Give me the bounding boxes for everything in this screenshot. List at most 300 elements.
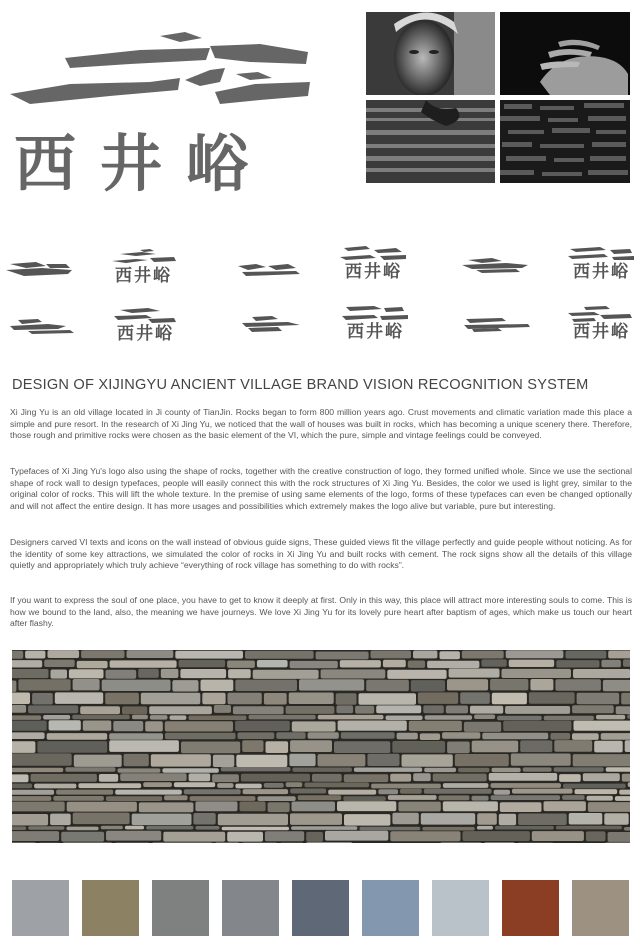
wall-stone: [562, 795, 585, 800]
wall-stone: [378, 789, 398, 794]
wall-stone: [180, 669, 226, 678]
wall-stone: [306, 832, 323, 842]
article-paragraph: Xi Jing Yu is an old village located in Ji county of TianJin. Rocks began to form 800 million years ago. Crust movements and climatic variation made this place a simple and pure resort. In the research of Xi Jing Yu, we noticed that the wall of houses was built in rocks, which has becoming a unique scenery there. Therefore, those rough and primitive rocks were chosen as the basic element of the VI, which the pure, simple and vintage feelings could be conveyed.: [10, 407, 632, 440]
wall-stone: [460, 692, 490, 704]
wall-stone: [474, 715, 495, 720]
wall-stone: [390, 774, 411, 782]
wall-stone: [201, 680, 234, 691]
wall-stone: [608, 832, 630, 842]
wall-stone: [447, 742, 470, 754]
wall-stone: [569, 813, 603, 825]
wall-stone: [502, 669, 572, 678]
wall-stone: [532, 831, 584, 841]
wall-stone: [550, 733, 570, 740]
wall-stone: [554, 740, 592, 752]
wall-stone: [387, 670, 446, 679]
wall-stone: [586, 831, 606, 841]
wall-stone: [544, 801, 586, 811]
wall-stone: [43, 715, 70, 720]
wall-stone: [188, 716, 246, 721]
wall-stone: [529, 692, 575, 704]
wall-stone: [83, 721, 112, 731]
wall-stone: [343, 796, 386, 801]
wall-stone: [619, 790, 630, 795]
wall-stone: [190, 796, 256, 801]
wall-stone: [484, 842, 515, 843]
wall-stone: [172, 680, 198, 691]
wall-stone: [212, 774, 239, 782]
wall-stone: [490, 679, 528, 690]
wall-stone: [390, 831, 460, 841]
wall-stone: [276, 732, 305, 739]
logo-chinese-name: 西井峪: [14, 127, 273, 200]
wall-stone: [50, 814, 71, 826]
wall-stone: [143, 782, 172, 787]
wall-stone: [530, 679, 553, 690]
wall-stone: [69, 669, 104, 678]
wall-stone: [65, 767, 115, 771]
color-swatch: [82, 868, 139, 936]
wall-stone: [110, 660, 177, 667]
wall-stone: [290, 661, 338, 668]
wall-stone: [409, 721, 462, 731]
wall-stone: [622, 774, 630, 782]
wall-stone: [67, 802, 137, 812]
wall-stone: [202, 693, 225, 705]
wall-stone: [77, 661, 108, 668]
wall-stone: [221, 767, 291, 771]
wall-stone: [72, 715, 130, 720]
wall-stone: [264, 783, 284, 788]
wall-stone: [292, 768, 352, 772]
wall-stone: [227, 832, 263, 842]
wall-stone: [371, 651, 412, 659]
wall-stone: [492, 693, 527, 705]
wall-stone: [318, 715, 384, 720]
wall-stone: [292, 721, 336, 731]
color-swatch: [502, 868, 559, 936]
wall-stone: [120, 773, 186, 781]
wall-stone: [554, 767, 604, 771]
wall-stone: [316, 652, 369, 660]
wall-stone: [601, 733, 630, 740]
brand-logo: [10, 24, 310, 200]
rock-shape-variant: [462, 254, 537, 274]
wall-stone: [44, 660, 74, 667]
wall-stone: [290, 740, 332, 752]
wall-stone: [151, 754, 211, 766]
logo-rock-shape: [160, 32, 202, 42]
wall-stone: [235, 721, 290, 731]
wall-stone: [289, 754, 315, 766]
wall-stone: [411, 680, 445, 691]
rock-shape-variant: [8, 316, 83, 336]
wall-stone: [623, 659, 630, 666]
wall-stone: [184, 789, 241, 794]
wall-stone: [213, 755, 234, 767]
wall-stone: [458, 768, 489, 772]
wall-stone: [145, 721, 163, 731]
wall-stone: [566, 651, 607, 659]
wall-stone: [218, 814, 288, 826]
wall-stone: [470, 706, 503, 714]
wall-stone: [336, 693, 357, 705]
wall-stone: [312, 774, 342, 782]
article-paragraph: Designers carved VI texts and icons on the wall instead of obvious guide signs, These guided views fit the village perfectly and guide people without noticing. As for the identity of some key attractions, we simulated the color of rocks in Xi Jing Yu and built rocks with cement. The rock signs show all the details of this village quietly and appropriately which truly achieve “everything of rock village has something to do with rocks”.: [10, 537, 632, 570]
wall-stone: [424, 768, 456, 772]
wall-stone: [249, 715, 316, 720]
wall-stone: [174, 782, 215, 787]
wall-stone: [299, 679, 364, 690]
wall-stone: [81, 650, 124, 658]
wall-stone: [559, 774, 581, 782]
wall-stone: [56, 790, 113, 795]
wall-stone: [227, 661, 255, 668]
wall-stone: [304, 783, 369, 788]
wall-stone: [518, 814, 567, 826]
wall-stone: [344, 814, 390, 826]
wall-stone: [298, 795, 342, 800]
photo-weathered-hand: [500, 12, 630, 95]
wall-stone: [355, 706, 374, 714]
logo-rock-shape: [215, 82, 310, 104]
wall-stone: [106, 831, 161, 841]
wall-stone: [413, 651, 437, 659]
wall-stone: [25, 651, 45, 659]
wall-stone: [162, 768, 218, 772]
wall-stone: [150, 715, 168, 720]
wall-stone: [359, 827, 420, 831]
wall-stone: [402, 754, 453, 766]
wall-stone: [109, 733, 163, 740]
wall-stone: [12, 732, 45, 739]
wall-stone: [408, 661, 425, 668]
wall-stone: [18, 679, 70, 690]
wall-stone: [463, 831, 530, 841]
wall-stone: [118, 768, 161, 772]
wall-stone: [596, 715, 625, 720]
wall-stone: [62, 842, 112, 843]
wall-stone: [47, 733, 107, 740]
wall-stone: [491, 783, 562, 788]
wall-stone: [132, 814, 192, 826]
wall-stone: [503, 721, 571, 731]
wall-stone: [574, 721, 631, 731]
wall-stone: [242, 740, 263, 752]
wall-stone: [189, 773, 211, 781]
wall-stone: [37, 741, 107, 753]
wall-stone: [472, 741, 519, 753]
wall-stone: [420, 733, 440, 740]
wall-stone: [366, 680, 409, 691]
wall-stone: [604, 813, 628, 825]
wall-stone: [341, 732, 395, 739]
wall-stone: [421, 813, 475, 825]
wall-stone: [80, 706, 120, 714]
color-swatch: [362, 868, 419, 936]
wall-stone: [161, 669, 179, 678]
wall-stone: [101, 826, 123, 830]
photo-rock-wall-with-plants: [366, 100, 495, 183]
logo-rock-shape: [65, 48, 210, 68]
wall-stone: [74, 755, 122, 767]
wall-stone: [388, 795, 437, 800]
wall-stone: [616, 706, 630, 714]
wall-stone: [606, 767, 630, 771]
wall-stone: [12, 831, 59, 841]
wall-stone: [336, 705, 353, 713]
wall-stone: [337, 801, 396, 811]
wall-stone: [73, 679, 100, 690]
color-swatch: [152, 868, 209, 936]
wall-stone: [12, 715, 41, 720]
wall-stone: [264, 693, 287, 705]
color-swatch: [222, 868, 279, 936]
article-title: DESIGN OF XIJINGYU ANCIENT VILLAGE BRAND VISION RECOGNITION SYSTEM: [12, 377, 589, 393]
variant-chinese-name: 西井峪: [345, 262, 402, 282]
wall-stone: [472, 796, 489, 801]
wall-stone: [12, 753, 72, 765]
wall-stone: [12, 796, 51, 801]
wall-stone: [165, 721, 233, 731]
wall-stone: [286, 706, 335, 714]
wall-stone: [443, 801, 498, 811]
wall-stone: [523, 767, 552, 771]
wall-stone: [106, 670, 137, 679]
wall-stone: [193, 813, 215, 825]
wall-stone: [575, 789, 618, 794]
wall-stone: [106, 796, 162, 801]
wall-stone: [594, 741, 623, 753]
wall-stone: [446, 706, 468, 714]
wall-stone: [290, 813, 342, 825]
wall-stone: [109, 740, 179, 752]
wall-stone: [290, 789, 326, 794]
color-swatch: [292, 868, 349, 936]
wall-stone: [371, 784, 441, 789]
wall-stone: [265, 831, 304, 841]
wall-stone: [243, 789, 289, 794]
wall-stone: [440, 842, 482, 843]
wall-stone: [12, 826, 26, 830]
wall-stone: [132, 715, 148, 720]
logo-rock-shape: [10, 78, 180, 104]
wall-stone: [266, 741, 289, 753]
wall-stone: [31, 774, 97, 782]
wall-stone: [482, 733, 548, 740]
logo-rock-shape: [236, 72, 272, 80]
wall-stone: [170, 715, 187, 720]
wall-stone: [338, 721, 407, 731]
wall-stone: [583, 773, 620, 781]
wall-stone: [605, 843, 630, 844]
wall-stone: [236, 755, 287, 767]
wall-stone: [122, 706, 147, 714]
wall-stone: [603, 680, 630, 691]
wall-stone: [66, 827, 98, 831]
wall-stone: [12, 669, 49, 678]
logo-variant: [564, 244, 639, 284]
wall-stone: [228, 693, 262, 705]
wall-stone: [240, 802, 266, 812]
wall-stone: [12, 741, 35, 753]
wall-stone: [520, 740, 552, 752]
wall-stone: [214, 705, 231, 713]
wall-stone: [392, 813, 418, 825]
logo-rock-shape: [185, 68, 225, 86]
wall-stone: [195, 801, 237, 811]
wall-stone: [164, 795, 188, 800]
wall-stone: [102, 680, 171, 691]
wall-stone: [397, 733, 418, 740]
wall-stone: [572, 705, 614, 713]
wall-stone: [340, 660, 381, 667]
wall-stone: [506, 650, 564, 658]
wall-stone: [563, 784, 626, 789]
wall-stone: [228, 669, 251, 678]
wall-stone: [572, 733, 599, 740]
wall-stone: [443, 783, 489, 788]
wall-stone: [181, 742, 240, 754]
wall-stone: [195, 826, 219, 830]
wall-stone: [392, 741, 445, 753]
wall-stone: [28, 826, 64, 830]
wall-stone: [439, 795, 470, 800]
wall-stone: [61, 832, 104, 842]
wall-stone: [125, 826, 144, 830]
variant-chinese-name: 西井峪: [115, 266, 172, 286]
wall-stone: [481, 659, 506, 666]
variant-chinese-name: 西井峪: [573, 262, 630, 282]
variant-chinese-name: 西井峪: [117, 324, 174, 344]
wall-stone: [328, 790, 376, 795]
wall-stone: [222, 827, 290, 831]
rock-shape-variant: [6, 258, 81, 278]
wall-stone: [233, 706, 284, 714]
wall-stone: [509, 660, 555, 667]
logo-variant: [564, 304, 639, 344]
wall-stone: [53, 796, 104, 801]
wall-stone: [12, 768, 63, 772]
wall-stone: [455, 754, 509, 766]
wall-stone: [367, 754, 399, 766]
wall-stone: [12, 693, 30, 705]
article-paragraph: Typefaces of Xi Jing Yu's logo also using the shape of rocks, together with the creative construction of logo, they formed unified whole. Since we use the sectional shape of rock wall to design typefaces, people will easily connect this with the rock structures of Xi Jing Yu. Besides, the color we used is light grey, similar to the original color of rocks. This will lift the whole texture. In the premise of using same elements of the logo, forms of these typefaces can even be changed optionally and will not affect the entire design. It has more usages and possibilities which extremely makes the logo alive but variable, pure but interesting.: [10, 466, 632, 511]
wall-stone: [289, 693, 334, 705]
wall-stone: [258, 796, 296, 801]
wall-stone: [12, 790, 54, 795]
variant-chinese-name: 西井峪: [347, 322, 404, 342]
wall-stone: [124, 754, 149, 766]
wall-stone: [12, 842, 36, 843]
wall-stone: [12, 705, 26, 713]
wall-stone: [318, 754, 366, 766]
wall-stone: [12, 651, 23, 659]
logo-variant: [336, 244, 411, 284]
wall-stone: [78, 783, 141, 788]
wall-stone: [625, 740, 630, 752]
wall-stone: [334, 741, 390, 753]
wall-stone: [497, 716, 542, 721]
wall-stone: [235, 680, 297, 691]
wall-stone: [51, 670, 68, 679]
wall-stone: [376, 705, 421, 713]
wall-stone: [149, 706, 212, 714]
wall-stone: [12, 814, 48, 826]
wall-stone: [48, 650, 80, 658]
wall-stone: [179, 660, 226, 667]
wall-stone: [413, 773, 431, 781]
wall-stone: [500, 802, 542, 812]
wall-stone: [12, 681, 16, 692]
wall-stone: [165, 733, 236, 740]
wall-stone: [573, 754, 630, 766]
wall-stone: [425, 715, 473, 720]
wall-stone: [477, 826, 493, 830]
wall-stone: [235, 784, 261, 789]
wall-stone: [427, 661, 479, 668]
wall-stone: [462, 651, 504, 659]
wall-stone: [115, 790, 182, 795]
wall-stone: [245, 651, 314, 659]
wall-stone: [477, 813, 497, 825]
photo-villager-face: [366, 12, 495, 95]
wall-stone: [495, 826, 554, 830]
wall-stone: [292, 802, 336, 812]
wall-stone: [163, 832, 225, 842]
color-swatch: [432, 868, 489, 936]
wall-stone: [615, 796, 630, 801]
wall-stone: [241, 774, 310, 782]
wall-stone: [400, 789, 422, 794]
wall-stone: [12, 802, 65, 812]
wall-stone: [32, 693, 53, 705]
wall-stone: [291, 826, 357, 830]
rock-shape-variant: [238, 314, 313, 334]
wall-stone: [588, 802, 630, 812]
wall-stone: [555, 679, 601, 690]
wall-stone: [175, 651, 243, 659]
wall-stone: [433, 774, 487, 782]
wall-stone: [257, 660, 288, 667]
wall-stone: [12, 784, 32, 789]
wall-stone: [587, 796, 613, 801]
wall-stone: [544, 716, 594, 721]
wall-stone: [253, 670, 319, 679]
wall-stone: [418, 692, 458, 704]
wall-stone: [442, 732, 480, 739]
wall-stone: [139, 802, 194, 812]
wall-stone: [105, 693, 139, 705]
wall-stone: [28, 705, 78, 713]
article-paragraph: If you want to express the soul of one place, you have to get to know it deeply at first. Only in this way, this place will attract more interesting souls to come. This is how we bound to the land, also, the meaning we have journeys. We love Xi Jing Yu for its lovely pure heart after baptism of ages, which make us touch our heart after flashy.: [10, 595, 632, 628]
wall-stone: [359, 693, 417, 705]
wall-stone: [12, 660, 42, 667]
wall-stone: [512, 789, 573, 794]
wall-stone: [127, 650, 174, 658]
wall-stone: [505, 706, 570, 714]
wall-stone: [422, 827, 475, 831]
wall-stone: [577, 693, 620, 705]
wall-stone: [489, 773, 558, 781]
wall-stone: [55, 692, 103, 704]
wall-stone: [138, 669, 159, 678]
wall-stone: [386, 716, 423, 721]
wall-stone: [556, 826, 622, 830]
wall-stone: [601, 660, 621, 667]
wall-stone: [321, 669, 386, 678]
wall-stone: [608, 651, 630, 659]
